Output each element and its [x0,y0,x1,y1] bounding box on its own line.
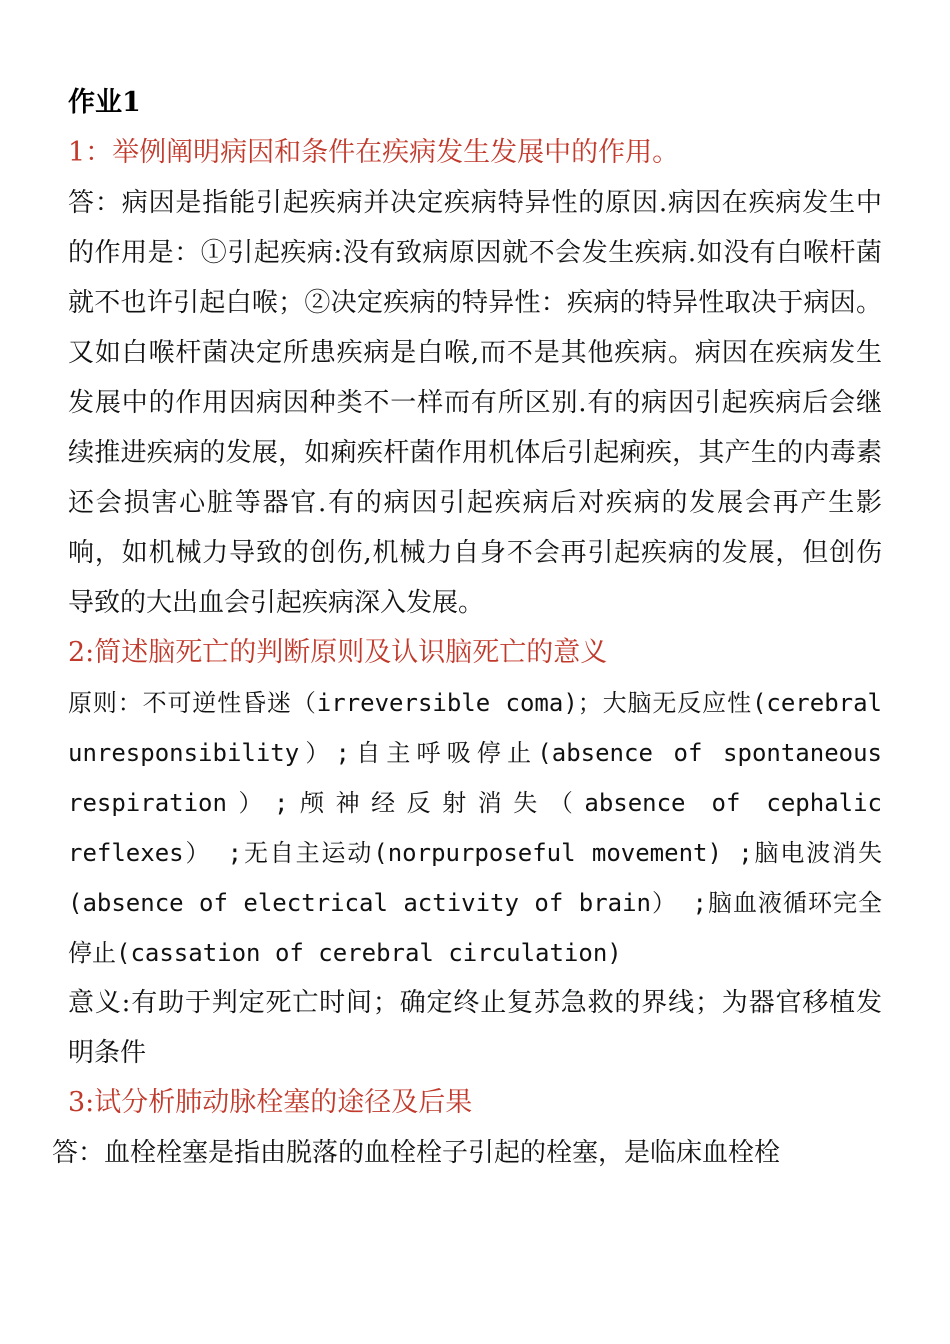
document-page [52,78,882,1178]
question-2: 2:简述脑死亡的判断原则及认识脑死亡的意义 [68,637,608,668]
page-title: 作业1 [68,87,141,118]
answer-2-significance: 意义:有助于判定死亡时间；确定终止复苏急救的界线；为器官移植发明条件 [68,988,882,1068]
answer-2-principles: 原则：不可逆性昏迷（irreversible coma)；大脑无反应性(cerebral unresponsibility）;自主呼吸停止(absence of spontaneous respiration）;颅神经反射消失（absence of cephalic reflexes） ;无自主运动(norpurposeful movement) ;脑电波消失(absence of electrical activity of brain） ;脑血液循环完全停止(cassation of cerebral circulation) [68,689,882,967]
answer-3: 答：血栓栓塞是指由脱落的血栓栓子引起的栓塞，是临床血栓栓 [52,1138,781,1168]
answer-1: 答：病因是指能引起疾病并决定疾病特异性的原因.病因在疾病发生中的作用是：①引起疾病:没有致病原因就不会发生疾病.如没有白喉杆菌就不也许引起白喉；②决定疾病的特异性：疾病的特异性取决于病因。又如白喉杆菌决定所患疾病是白喉,而不是其他疾病。病因在疾病发生发展中的作用因病因种类不一样而有所区别.有的病因引起疾病后会继续推进疾病的发展，如痢疾杆菌作用机体后引起痢疾，其产生的内毒素还会损害心脏等器官.有的病因引起疾病后对疾病的发展会再产生影响，如机械力导致的创伤,机械力自身不会再引起疾病的发展，但创伤导致的大出血会引起疾病深入发展。 [68,188,882,618]
question-3: 3:试分析肺动脉栓塞的途径及后果 [68,1087,473,1118]
question-1: 1：举例阐明病因和条件在疾病发生发展中的作用。 [68,137,680,168]
